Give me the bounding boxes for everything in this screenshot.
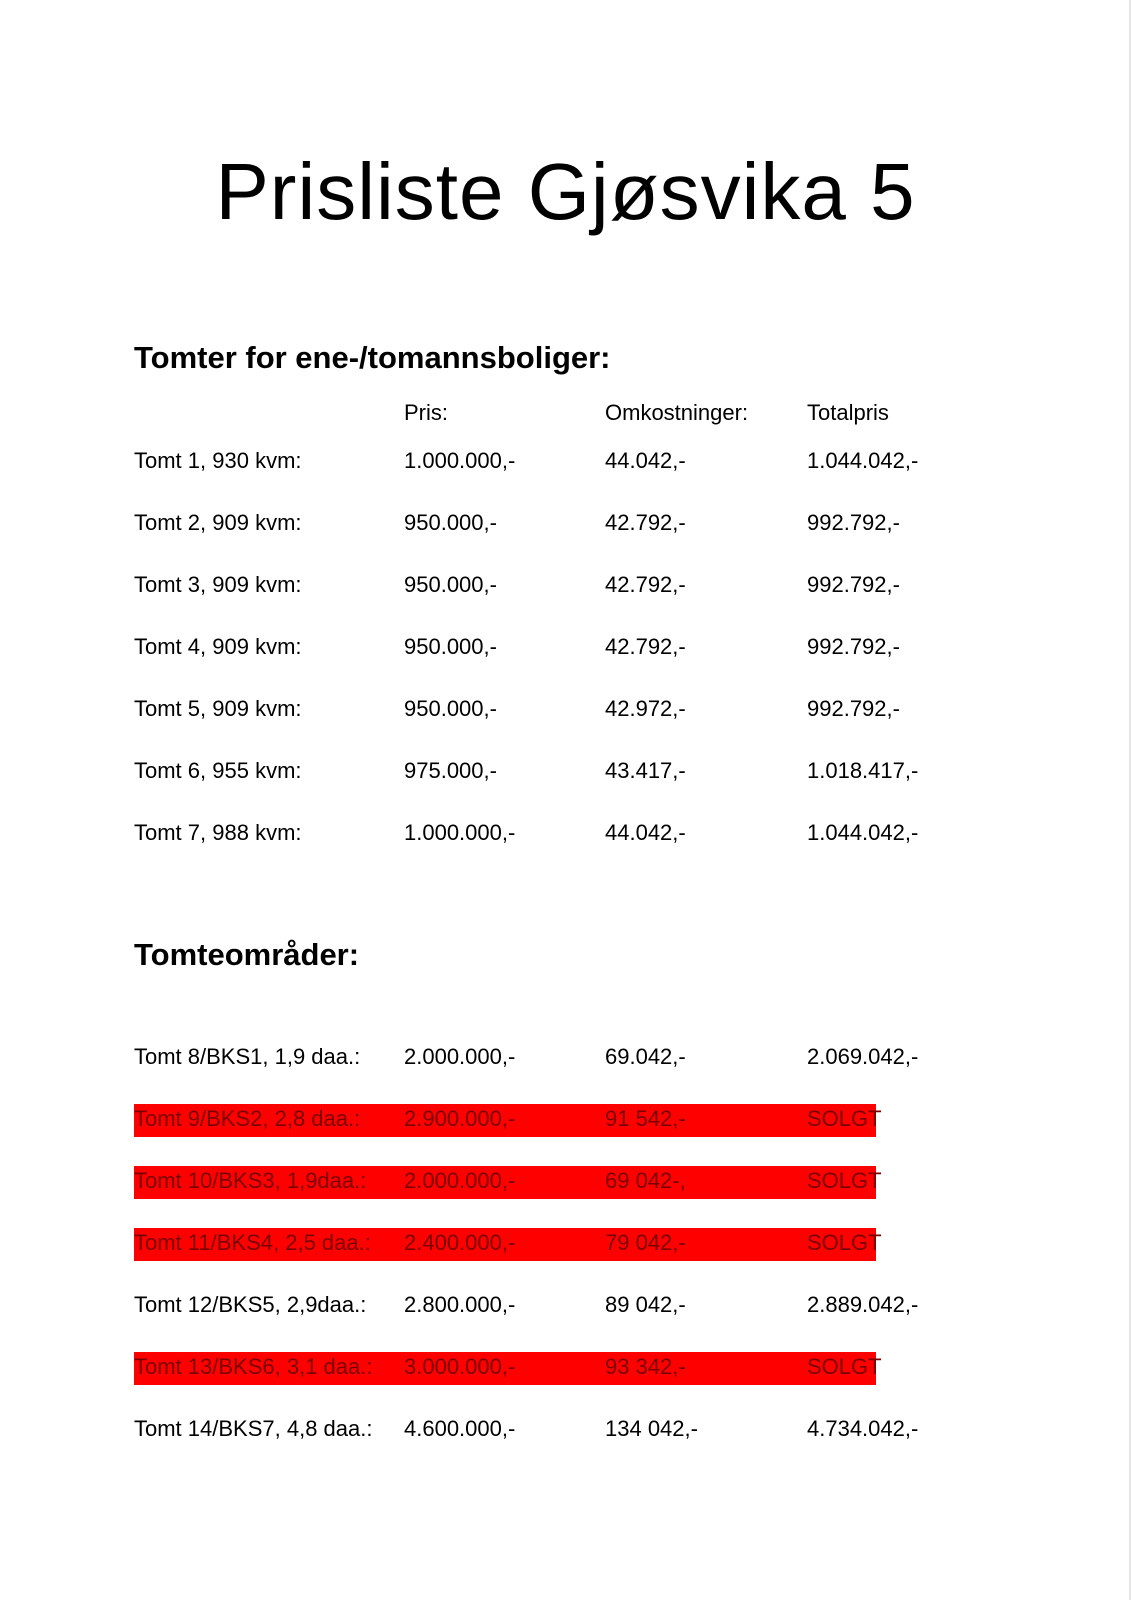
table-row	[134, 443, 934, 479]
section-heading-plot-areas: Tomteområder:	[134, 937, 360, 972]
plot-costs: 43.417,-	[605, 758, 686, 783]
plot-costs: 91 542,-	[605, 1106, 686, 1131]
plot-name: Tomt 9/BKS2, 2,8 daa.:	[134, 1106, 361, 1131]
table-row	[134, 691, 934, 727]
plot-total: 992.792,-	[807, 510, 900, 535]
plot-price: 975.000,-	[404, 758, 497, 783]
table-row	[134, 753, 934, 789]
plot-total: 2.889.042,-	[807, 1292, 919, 1317]
plot-costs: 42.792,-	[605, 510, 686, 535]
plot-price: 950.000,-	[404, 510, 497, 535]
column-header-total: Totalpris	[807, 400, 889, 425]
table-row-sold	[134, 1163, 934, 1199]
plot-total: SOLGT	[807, 1168, 882, 1193]
plot-price: 4.600.000,-	[404, 1416, 516, 1441]
plot-price: 2.000.000,-	[404, 1044, 516, 1069]
table-row-sold	[134, 1101, 934, 1137]
plot-price: 2.000.000,-	[404, 1168, 516, 1193]
plot-costs: 42.792,-	[605, 634, 686, 659]
plot-costs: 93 342,-	[605, 1354, 686, 1379]
column-header-price: Pris:	[404, 400, 448, 425]
plot-total: 992.792,-	[807, 572, 900, 597]
plot-name: Tomt 3, 909 kvm:	[134, 572, 302, 597]
plot-name: Tomt 11/BKS4, 2,5 daa.:	[134, 1230, 371, 1255]
plot-name: Tomt 4, 909 kvm:	[134, 634, 302, 659]
plot-total: 2.069.042,-	[807, 1044, 919, 1069]
plot-costs: 44.042,-	[605, 448, 686, 473]
table-row-sold	[134, 1349, 934, 1385]
plot-price: 950.000,-	[404, 634, 497, 659]
table-row	[134, 505, 934, 541]
plot-price: 1.000.000,-	[404, 448, 516, 473]
plot-total: 1.018.417,-	[807, 758, 919, 783]
table-header	[134, 395, 934, 431]
plot-name: Tomt 1, 930 kvm:	[134, 448, 302, 473]
plot-total: 1.044.042,-	[807, 820, 919, 845]
plot-price: 2.800.000,-	[404, 1292, 516, 1317]
plot-name: Tomt 10/BKS3, 1,9daa.:	[134, 1168, 367, 1193]
plot-name: Tomt 2, 909 kvm:	[134, 510, 302, 535]
plot-total: 992.792,-	[807, 634, 900, 659]
table-row	[134, 1039, 934, 1075]
plot-name: Tomt 6, 955 kvm:	[134, 758, 302, 783]
plot-price: 3.000.000,-	[404, 1354, 516, 1379]
plot-costs: 69 042-,	[605, 1168, 686, 1193]
table-row	[134, 1287, 934, 1323]
plot-costs: 69.042,-	[605, 1044, 686, 1069]
plot-total: 992.792,-	[807, 696, 900, 721]
plot-costs: 134 042,-	[605, 1416, 698, 1441]
table-row	[134, 629, 934, 665]
plot-costs: 42.792,-	[605, 572, 686, 597]
plot-costs: 44.042,-	[605, 820, 686, 845]
plot-price: 2.900.000,-	[404, 1106, 516, 1131]
plot-costs: 42.972,-	[605, 696, 686, 721]
plot-name: Tomt 8/BKS1, 1,9 daa.:	[134, 1044, 361, 1069]
plot-name: Tomt 7, 988 kvm:	[134, 820, 302, 845]
plot-total: 1.044.042,-	[807, 448, 919, 473]
plot-price: 1.000.000,-	[404, 820, 516, 845]
plot-total: SOLGT	[807, 1106, 882, 1131]
plot-name: Tomt 5, 909 kvm:	[134, 696, 302, 721]
plot-name: Tomt 14/BKS7, 4,8 daa.:	[134, 1416, 373, 1441]
plot-costs: 79 042,-	[605, 1230, 686, 1255]
plot-total: SOLGT	[807, 1230, 882, 1255]
section-heading-single-family: Tomter for ene-/tomannsboliger:	[134, 340, 611, 375]
plot-total: SOLGT	[807, 1354, 882, 1379]
plot-name: Tomt 12/BKS5, 2,9daa.:	[134, 1292, 367, 1317]
plot-price: 2.400.000,-	[404, 1230, 516, 1255]
plot-name: Tomt 13/BKS6, 3,1 daa.:	[134, 1354, 373, 1379]
table-row	[134, 567, 934, 603]
table-row	[134, 815, 934, 851]
plot-price: 950.000,-	[404, 572, 497, 597]
table-row	[134, 1411, 934, 1447]
plot-price: 950.000,-	[404, 696, 497, 721]
column-header-costs: Omkostninger:	[605, 400, 749, 425]
table-row-sold	[134, 1225, 934, 1261]
page-title: Prisliste Gjøsvika 5	[215, 147, 916, 236]
plot-total: 4.734.042,-	[807, 1416, 919, 1441]
plot-costs: 89 042,-	[605, 1292, 686, 1317]
